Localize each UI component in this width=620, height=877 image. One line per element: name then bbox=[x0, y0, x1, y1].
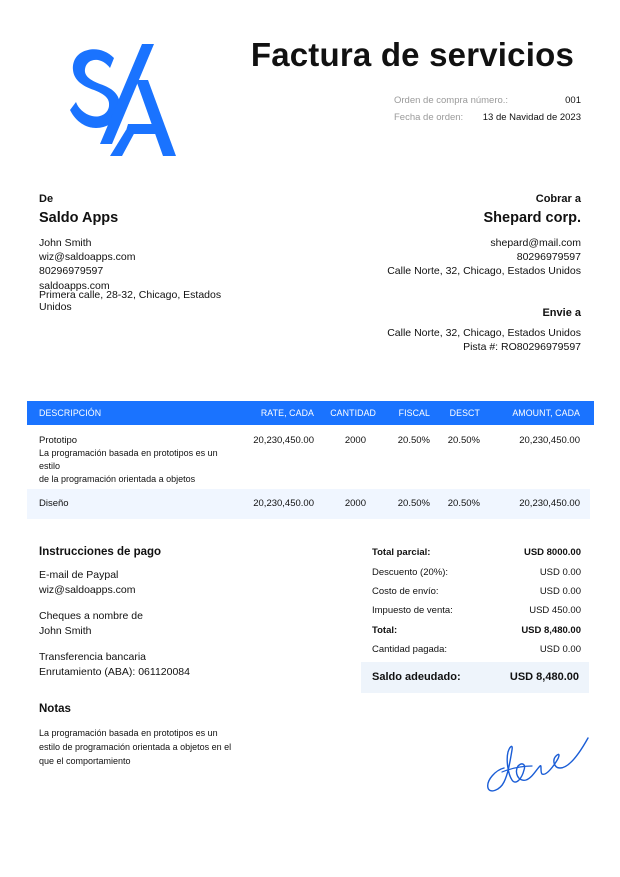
header-qty: CANTIDAD bbox=[330, 408, 376, 418]
item-qty: 2000 bbox=[344, 498, 366, 509]
from-phone: 80296979597 bbox=[39, 265, 104, 277]
from-name: John Smith bbox=[39, 237, 92, 249]
from-website: saldoapps.com bbox=[39, 280, 110, 292]
item-name: Diseño bbox=[39, 498, 69, 509]
bill-to-label: Cobrar a bbox=[535, 193, 581, 205]
item-amount: 20,230,450.00 bbox=[519, 435, 580, 446]
item-discount: 20.50% bbox=[447, 435, 480, 446]
item-description-line1: La programación basada en prototipos es un bbox=[39, 448, 218, 458]
item-amount: 20,230,450.00 bbox=[519, 498, 580, 509]
bill-to-email: shepard@mail.com bbox=[490, 237, 581, 249]
item-description-line3: de la programación orientada a objetos bbox=[39, 474, 196, 484]
cheque-label: Cheques a nombre de bbox=[39, 610, 143, 622]
subtotal-value: USD 8000.00 bbox=[523, 547, 581, 558]
item-description-line2: estilo bbox=[39, 461, 61, 471]
item-discount: 20.50% bbox=[447, 498, 480, 509]
item-qty: 2000 bbox=[344, 435, 366, 446]
order-number-value: 001 bbox=[565, 95, 581, 106]
item-fiscal: 20.50% bbox=[397, 435, 430, 446]
balance-label: Saldo adeudado: bbox=[372, 671, 461, 683]
notes-line1: La programación basada en prototipos es un bbox=[39, 728, 218, 738]
header-fiscal: FISCAL bbox=[398, 408, 430, 418]
from-address-line2: Unidos bbox=[39, 301, 72, 313]
tax-label: Impuesto de venta: bbox=[372, 605, 453, 616]
paypal-value: wiz@saldoapps.com bbox=[39, 584, 136, 596]
notes-line3: que el comportamiento bbox=[39, 756, 131, 766]
invoice-title: Factura de servicios bbox=[250, 36, 574, 73]
ship-to-track: Pista #: RO80296979597 bbox=[463, 341, 581, 353]
from-company: Saldo Apps bbox=[39, 210, 119, 226]
item-rate: 20,230,450.00 bbox=[253, 498, 314, 509]
discount-value: USD 0.00 bbox=[539, 567, 581, 578]
balance-due-box bbox=[361, 662, 589, 693]
paid-value: USD 0.00 bbox=[539, 644, 581, 655]
header-rate: RATE, CADA bbox=[260, 408, 314, 418]
shipping-label: Costo de envío: bbox=[372, 586, 439, 597]
from-address-line1: Primera calle, 28-32, Chicago, Estados bbox=[39, 289, 222, 301]
shipping-value: USD 0.00 bbox=[539, 586, 581, 597]
header-discount: DESCT bbox=[449, 408, 480, 418]
order-date-label: Fecha de orden: bbox=[394, 112, 464, 123]
paypal-label: E-mail de Paypal bbox=[39, 569, 119, 581]
notes-line2: estilo de programación orientada a objetos en el bbox=[39, 742, 232, 752]
order-number-label: Orden de compra número.: bbox=[394, 95, 509, 106]
bill-to-address: Calle Norte, 32, Chicago, Estados Unidos bbox=[387, 265, 581, 277]
notes-title: Notas bbox=[39, 703, 71, 715]
signature-image bbox=[482, 732, 590, 796]
cheque-value: John Smith bbox=[39, 625, 92, 637]
ship-to-address: Calle Norte, 32, Chicago, Estados Unidos bbox=[387, 327, 581, 339]
header-description: DESCRIPCIÓN bbox=[39, 408, 102, 418]
bank-value: Enrutamiento (ABA): 061120084 bbox=[39, 666, 190, 678]
subtotal-label: Total parcial: bbox=[372, 547, 431, 558]
tax-value: USD 450.00 bbox=[529, 605, 581, 616]
from-label: De bbox=[39, 193, 54, 205]
bank-label: Transferencia bancaria bbox=[39, 651, 146, 663]
header-amount: AMOUNT, CADA bbox=[512, 408, 580, 418]
ship-to-label: Envie a bbox=[542, 307, 581, 319]
bill-to-company: Shepard corp. bbox=[483, 210, 581, 226]
total-value: USD 8,480.00 bbox=[521, 625, 581, 636]
paid-label: Cantidad pagada: bbox=[372, 644, 448, 655]
order-date-value: 13 de Navidad de 2023 bbox=[482, 112, 581, 123]
total-label: Total: bbox=[372, 625, 398, 636]
payment-title: Instrucciones de pago bbox=[39, 546, 162, 558]
balance-value: USD 8,480.00 bbox=[509, 671, 579, 683]
table-row bbox=[27, 425, 594, 489]
discount-label: Descuento (20%): bbox=[372, 567, 449, 578]
from-email: wiz@saldoapps.com bbox=[39, 251, 136, 263]
item-name: Prototipo bbox=[39, 435, 78, 446]
table-row bbox=[27, 489, 590, 519]
items-table-header bbox=[27, 401, 594, 425]
item-rate: 20,230,450.00 bbox=[253, 435, 314, 446]
bill-to-phone: 80296979597 bbox=[516, 251, 581, 263]
saldo-apps-logo bbox=[70, 44, 180, 160]
item-fiscal: 20.50% bbox=[397, 498, 430, 509]
